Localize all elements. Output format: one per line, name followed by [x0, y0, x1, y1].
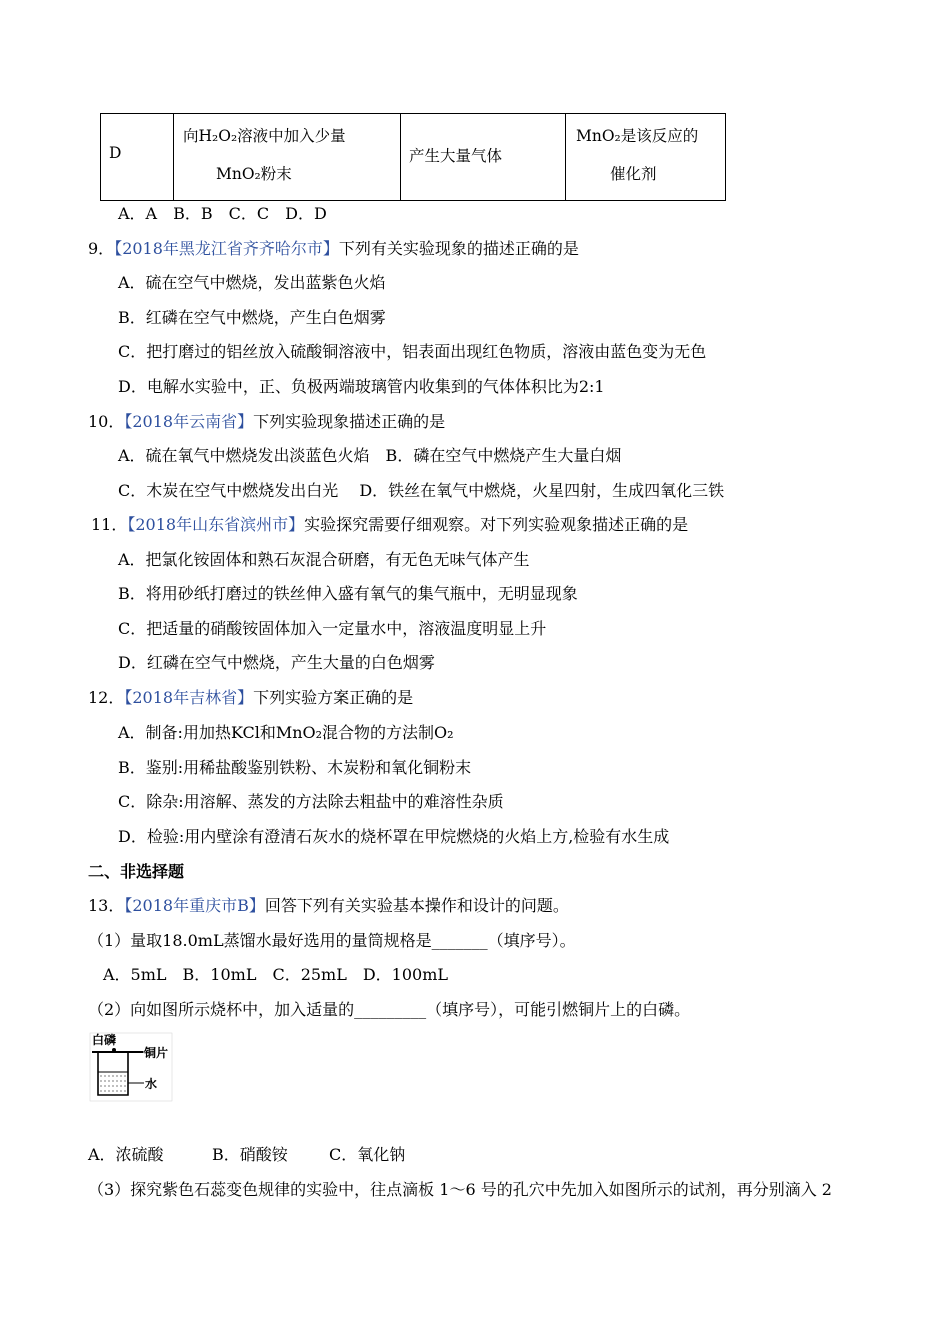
q9-option-b: B．红磷在空气中燃烧，产生白色烟雾 [118, 308, 386, 327]
q13-part1: （1）量取18.0mL蒸馏水最好选用的量筒规格是_______（填序号）。 [88, 931, 576, 950]
q13-part2-option-c: C．氧化钠 [329, 1145, 406, 1164]
source-tag: 【2018年山东省滨州市】 [127, 515, 305, 534]
phenomenon-cell: 产生大量气体 [409, 147, 503, 165]
label-phosphorus: 白磷 [92, 1033, 117, 1047]
question-stem: 下列实验现象描述正确的是 [253, 412, 446, 431]
question-number: 12． [88, 688, 125, 707]
source-tag: 【2018年云南省】 [124, 412, 254, 431]
question-number: 11． [91, 515, 128, 534]
question-13 [88, 895, 569, 917]
section-title: 二、非选择题 [88, 862, 185, 881]
operation-line2: MnO₂粉末 [216, 165, 292, 183]
q12-option-c: C．除杂:用溶解、蒸发的方法除去粗盐中的难溶性杂质 [118, 792, 504, 811]
q13-part2: （2）向如图所示烧杯中，加入适量的_________（填序号），可能引燃铜片上的白磷。 [88, 1000, 691, 1019]
q11-option-d: D．红磷在空气中燃烧，产生大量的白色烟雾 [118, 653, 435, 672]
source-tag: 【2018年黑龙江省齐齐哈尔市】 [114, 239, 339, 258]
q13-part2-option-b: B．硝酸铵 [212, 1145, 288, 1164]
conclusion-line1: MnO₂是该反应的 [576, 127, 699, 145]
q12-option-d: D．检验:用内壁涂有澄清石灰水的烧杯罩在甲烷燃烧的火焰上方,检验有水生成 [118, 827, 670, 846]
question-stem: 下列有关实验现象的描述正确的是 [338, 239, 579, 258]
answer-table [100, 113, 726, 201]
conclusion-line2: 催化剂 [610, 165, 657, 183]
q12-option-a: A．制备:用加热KCl和MnO₂混合物的方法制O₂ [118, 723, 454, 742]
q13-part2-option-a: A．浓硫酸 [88, 1145, 164, 1164]
label-copper: 铜片 [144, 1046, 169, 1060]
q11-option-c: C．把适量的硝酸铵固体加入一定量水中，溶液温度明显上升 [118, 619, 547, 638]
q13-part1-options: A．5mL B．10mL C．25mL D．100mL [103, 965, 449, 984]
question-number: 9． [88, 239, 115, 258]
q9-option-d: D．电解水实验中，正、负极两端玻璃管内收集到的气体体积比为2:1 [118, 377, 605, 396]
q10-options-cd: C．木炭在空气中燃烧发出白光 D．铁丝在氧气中燃烧，火星四射，生成四氧化三铁 [118, 481, 725, 500]
q10-options-ab: A．硫在氧气中燃烧发出淡蓝色火焰 B．磷在空气中燃烧产生大量白烟 [118, 446, 622, 465]
question-9 [88, 238, 579, 260]
q11-option-b: B．将用砂纸打磨过的铁丝伸入盛有氧气的集气瓶中，无明显现象 [118, 584, 578, 603]
label-water: 水 [145, 1077, 158, 1091]
table-row [101, 114, 726, 201]
q8-options: A．A B．B C．C D．D [118, 204, 327, 223]
question-10 [88, 411, 445, 433]
q9-option-a: A．硫在空气中燃烧，发出蓝紫色火焰 [118, 273, 386, 292]
q13-part3: （3）探究紫色石蕊变色规律的实验中，往点滴板 1～6 号的孔穴中先加入如图所示的试剂，再分别滴入 2 [88, 1180, 832, 1199]
operation-line1: 向H₂O₂溶液中加入少量 [183, 127, 346, 145]
question-number: 13． [88, 896, 125, 915]
q11-option-a: A．把氯化铵固体和熟石灰混合研磨，有无色无味气体产生 [118, 550, 530, 569]
question-stem: 下列实验方案正确的是 [253, 688, 414, 707]
question-number: 10． [88, 412, 125, 431]
source-tag: 【2018年重庆市B】 [124, 896, 265, 915]
q9-option-c: C．把打磨过的铝丝放入硫酸铜溶液中，铝表面出现红色物质，溶液由蓝色变为无色 [118, 342, 707, 361]
row-letter: D [109, 144, 122, 162]
question-stem: 回答下列有关实验基本操作和设计的问题。 [264, 896, 569, 915]
question-stem: 实验探究需要仔细观察。对下列实验观象描述正确的是 [304, 515, 689, 534]
beaker-figure [88, 1032, 174, 1102]
question-11 [91, 514, 688, 536]
source-tag: 【2018年吉林省】 [124, 688, 254, 707]
q12-option-b: B．鉴别:用稀盐酸鉴别铁粉、木炭粉和氧化铜粉末 [118, 758, 472, 777]
question-12 [88, 687, 413, 709]
